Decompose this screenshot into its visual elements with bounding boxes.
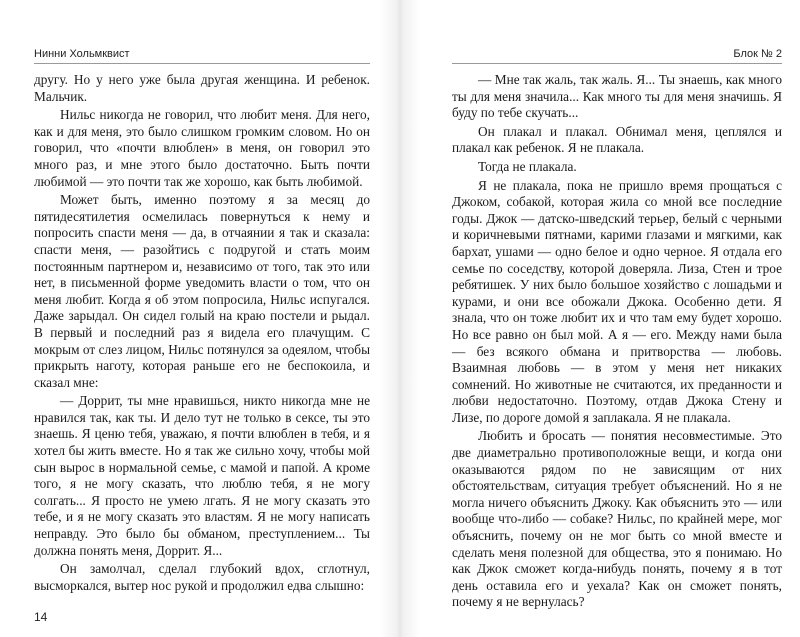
running-head-left <box>34 47 370 61</box>
paragraph: Я не плакала, пока не пришло время прощаться с Джоком, собакой, которая жила со мной все последние годы. Джок — датско-шведский терьер, белый с черными и коричневыми пятнами, карими глазами и мягкими, как бархат, ушами — одно белое и одно черное. Я отдала его семье по соседству, которой доверяла. Лиза, Стен и трое ребятишек. У них было большое хозяйство с лошадьми и курами, и они все обожали Джока. Особенно дети. Я знала, что он тоже любит их и что там ему будет хорошо. Но все равно он был мой. А я — его. Между нами была — без всякого обмана и притворства — любовь. Взаимная любовь — в этом у меня нет никаких сомнений. Но животные не считаются, их преданности и любви недостаточно. Поэтому, отдав Джока Стену и Лизе, по дороге домой я заплакала. Я не плакала. <box>452 177 782 425</box>
chapter-title: Блок № 2 <box>733 48 782 60</box>
paragraph: Любить и бросать — понятия несовместимые. Это две диаметрально противоположные вещи, и когда они оказываются рядом по не зависящим от них обстоятельствам, ситуация требует объяснений. Но я не могла ничего объяснить Джоку. Как объяснить это — или вообще что-либо — собаке? Нильс, по крайней мере, мог объяснить, почему он не мог быть со мной вместе и сделать меня полезной для общества, это я понимаю. Но как Джок сможет когда-нибудь понять, почему я в тот день оставила его и уехала? Как он сможет понять, почему я не вернулась? <box>452 428 782 610</box>
right-page <box>452 0 782 637</box>
paragraph: Он плакал и плакал. Обнимал меня, цеплялся и плакал как ребенок. Я не плакала. <box>452 123 782 156</box>
paragraph: Может быть, именно поэтому я за месяц до пятидесятилетия осмелилась повернуться к нему и попросить спасти меня — да, в отчаянии я так и сказала: спасти меня, — разойтись с подругой и стать моим постоянным партнером и, независимо от того, так это или нет, в письменной форме уведомить власти о том, что он меня любит. Когда я об этом попросила, Нильс испугался. Даже зарыдал. Он сидел голый на краю постели и рыдал. В первый и последний раз я видела его плачущим. С мокрым от слез лицом, Нильс потянулся за одеялом, чтобы прикрыть наготу, которая раньше его не беспокоила, и сказал мне: <box>34 192 370 390</box>
header-rule-left <box>34 63 370 64</box>
right-page-text <box>452 72 782 613</box>
author-name: Нинни Хольмквист <box>34 48 130 60</box>
paragraph: — Мне так жаль, так жаль. Я... Ты знаешь, как много ты для меня значила... Как много ты для меня значишь. Я буду по тебе скучать... <box>452 72 782 121</box>
paragraph: — Доррит, ты мне нравишься, никто никогда мне не нравился так, как ты. И дело тут не только в сексе, ты это знаешь. Я ценю тебя, уважаю, я почти влюблен в тебя, и я хотел бы жить вместе. Но я так же сильно хочу, чтобы мой сын вырос в нормальной семье, с мамой и папой. А кроме того, я не могу сказать, что люблю тебя, я не могу солгать... Я просто не умею лгать. Я не могу сказать это тебе, и я не могу сказать это властям. Я не могу написать неправду. Это было бы обманом, преступлением... Ты должна понять меня, Доррит. Я... <box>34 393 370 558</box>
left-page-text <box>34 72 370 596</box>
paragraph: другу. Но у него уже была другая женщина. И ребенок. Мальчик. <box>34 72 370 104</box>
paragraph: Тогда не плакала. <box>478 158 577 174</box>
paragraph: Нильс никогда не говорил, что любит меня. Для него, как и для меня, это было слишком громким словом. Но он говорил, что «почти влюблен» в меня, он говорил это много раз, и мне этого было достаточно. Быть почти любимой — это почти так же хорошо, как быть любимой. <box>34 107 370 189</box>
running-head-right <box>452 47 782 61</box>
left-page <box>34 0 370 637</box>
paragraph: Он замолчал, сделал глубокий вдох, сглотнул, высморкался, вытер нос рукой и продолжил едва слышно: <box>34 561 370 593</box>
header-rule-right <box>452 63 782 64</box>
page-number: 14 <box>34 610 48 624</box>
